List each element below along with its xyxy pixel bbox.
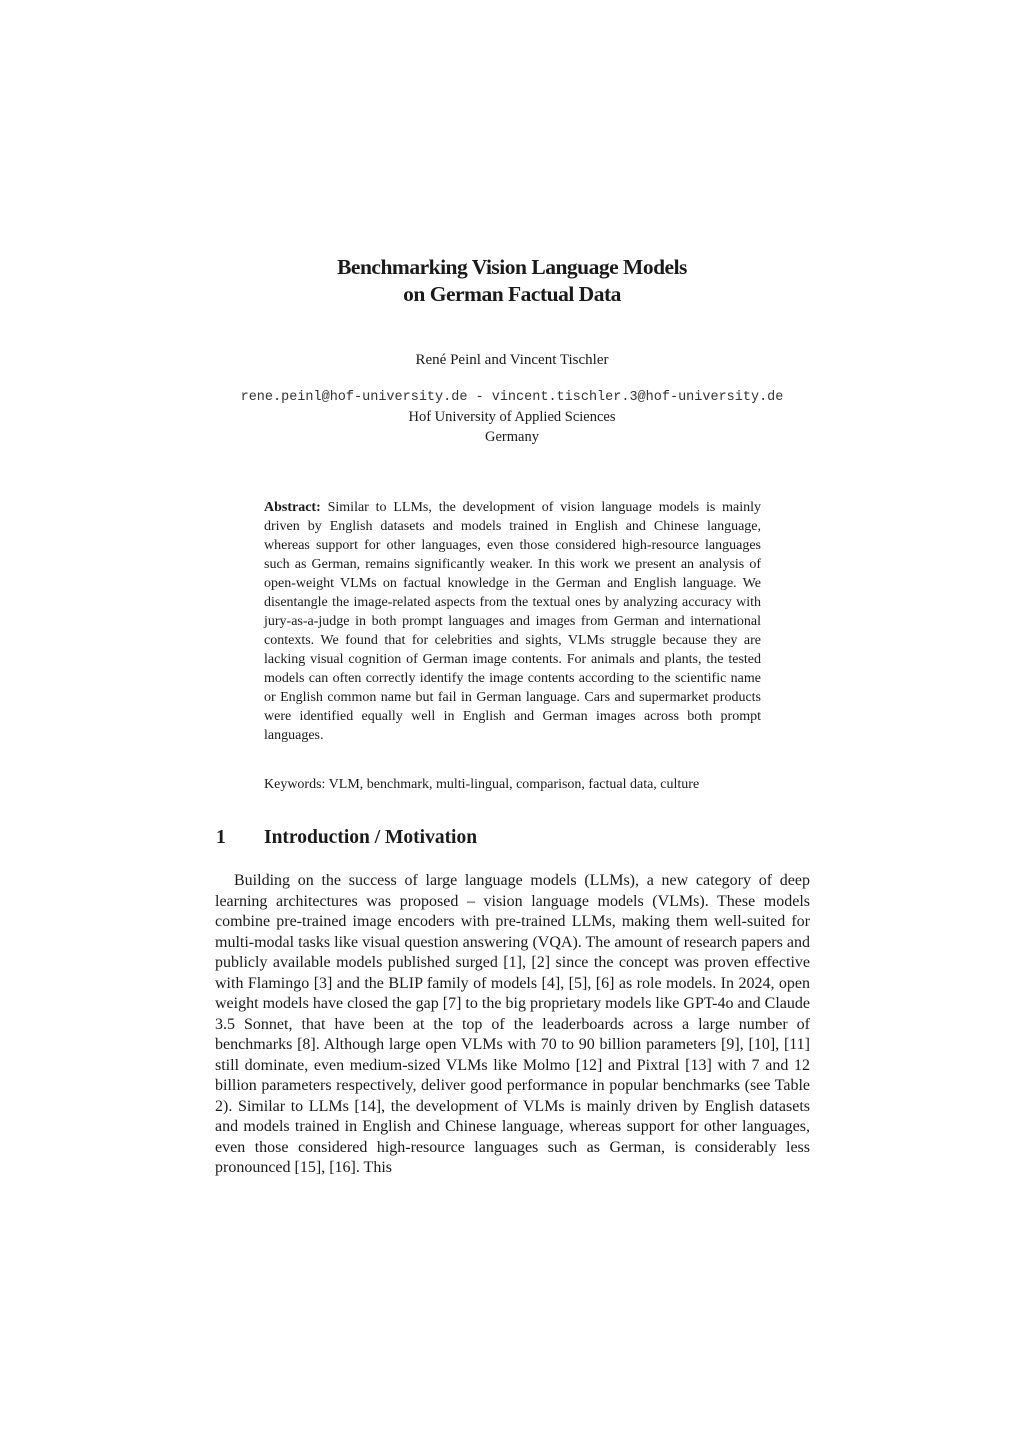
abstract-text: Similar to LLMs, the development of vision language models is mainly driven by English datasets and models trained in English and Chinese language, whereas support for other languages, even those considered high-resource languages such as German, remains significantly weaker. In this work we present an analysis of open-weight VLMs on factual knowledge in the German and English language. We disentangle the image-related aspects from the textual ones by analyzing accuracy with jury-as-a-judge in both prompt languages and images from German and international contexts. We found that for celebrities and sights, VLMs struggle because they are lacking visual cognition of German image contents. For animals and plants, the tested models can often correctly identify the image contents according to the scientific name or English common name but fail in German language. Cars and supermarket products were identified equally well in English and German images across both prompt languages.: [264, 500, 762, 743]
paper-title-line-1: Benchmarking Vision Language Models: [337, 255, 687, 279]
section-title: Introduction / Motivation: [264, 827, 478, 848]
keywords: Keywords: VLM, benchmark, multi-lingual, comparison, factual data, culture: [264, 777, 700, 792]
body-paragraph: Building on the success of large language models (LLMs), a new category of deep learning architectures was proposed – vision language models (VLMs). These models combine pre-trained image encoders with pre-trained LLMs, making them well-suited for multi-modal tasks like visual question answering (VQA). The amount of research papers and publicly available models published surged [1], [2] since the concept was proven effective with Flamingo [3] and the BLIP family of models [4], [5], [6] as role models. In 2024, open weight models have closed the gap [7] to the big proprietary models like GPT-4o and Claude 3.5 Sonnet, that have been at the top of the leaderboards across a large number of benchmarks [8]. Although large open VLMs with 70 to 90 billion parameters [9], [10], [11] still dominate, even medium-sized VLMs like Molmo [12] and Pixtral [13] with 7 and 12 billion parameters respectively, deliver good performance in popular benchmarks (see Table 2). Similar to LLMs [14], the development of VLMs is mainly driven by English datasets and models trained in English and Chinese language, whereas support for other languages, even those considered high-resource languages such as German, is considerably less pronounced [15], [16]. This: [215, 872, 810, 1176]
paper-title-line-2: on German Factual Data: [403, 282, 621, 306]
section-number: 1: [216, 827, 226, 848]
section-heading: [216, 825, 816, 851]
affiliation-country: Germany: [485, 428, 539, 445]
abstract-label: Abstract:: [264, 500, 321, 515]
author-emails: rene.peinl@hof-university.de - vincent.tischler.3@hof-university.de: [240, 390, 784, 405]
affiliation-institution: Hof University of Applied Sciences: [408, 409, 616, 425]
author-names: René Peinl and Vincent Tischler: [415, 352, 609, 368]
paper-title: [0, 254, 1024, 308]
affiliation: [0, 408, 1024, 447]
abstract: [264, 498, 761, 745]
